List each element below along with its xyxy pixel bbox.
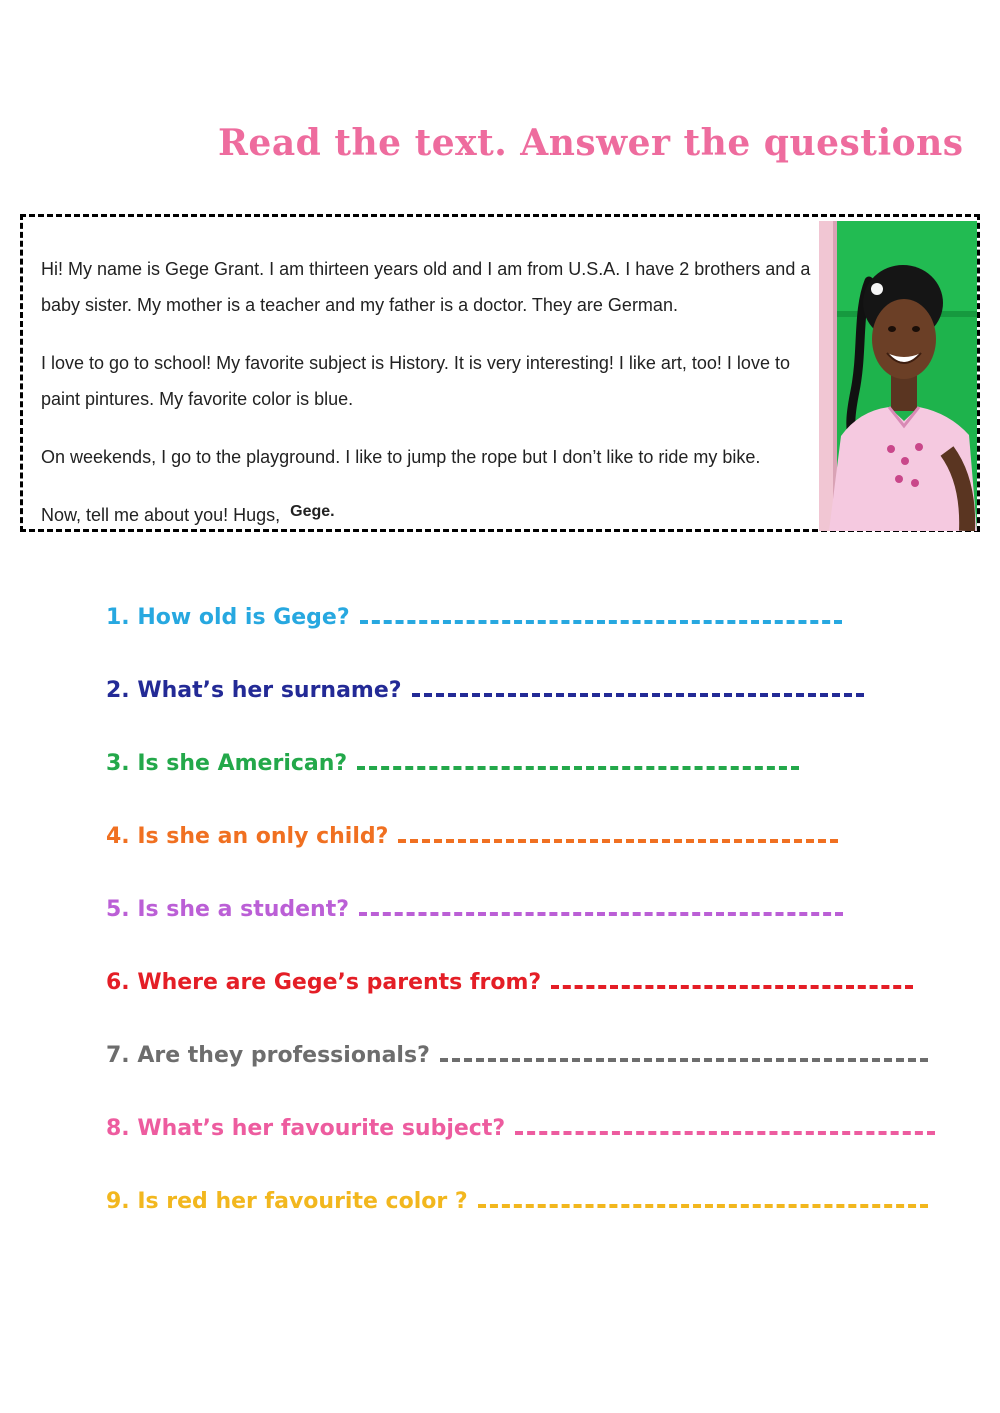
girl-photo-icon bbox=[819, 221, 977, 531]
question-6 bbox=[106, 965, 976, 1001]
answer-line-9[interactable] bbox=[478, 1186, 928, 1208]
worksheet-title: Read the text. Answer the questions bbox=[218, 122, 964, 164]
question-5 bbox=[106, 892, 976, 928]
question-1-text: 1. How old is Gege? bbox=[106, 605, 350, 630]
reading-text-box bbox=[20, 214, 980, 532]
question-2-text: 2. What’s her surname? bbox=[106, 678, 402, 703]
question-5-text: 5. Is she a student? bbox=[106, 897, 349, 922]
question-3-text: 3. Is she American? bbox=[106, 751, 348, 776]
letter-closing bbox=[41, 497, 821, 535]
question-9 bbox=[106, 1184, 976, 1220]
answer-line-1[interactable] bbox=[360, 602, 842, 624]
question-1 bbox=[106, 600, 976, 636]
answer-line-4[interactable] bbox=[398, 821, 838, 843]
question-8-text: 8. What’s her favourite subject? bbox=[106, 1116, 506, 1141]
question-7 bbox=[106, 1038, 976, 1074]
answer-line-2[interactable] bbox=[412, 675, 864, 697]
question-9-text: 9. Is red her favourite color ? bbox=[106, 1189, 468, 1214]
answer-line-7[interactable] bbox=[440, 1040, 928, 1062]
letter-paragraph-3: On weekends, I go to the playground. I like to jump the rope but I don’t like to ride my bike. bbox=[41, 447, 761, 467]
letter-sign-off: Now, tell me about you! Hugs, bbox=[41, 505, 281, 525]
girl-photo bbox=[819, 221, 977, 531]
letter-text bbox=[41, 251, 821, 535]
question-4-text: 4. Is she an only child? bbox=[106, 824, 389, 849]
question-4 bbox=[106, 819, 976, 855]
question-3 bbox=[106, 746, 976, 782]
question-2 bbox=[106, 673, 976, 709]
answer-line-3[interactable] bbox=[357, 748, 799, 770]
question-8 bbox=[106, 1111, 976, 1147]
letter-signature: Gege. bbox=[290, 503, 335, 520]
letter-paragraph-1: Hi! My name is Gege Grant. I am thirteen years old and I am from U.S.A. I have 2 brothers and a baby sister. My mother is a teacher and my father is a doctor. They are German. bbox=[41, 259, 811, 315]
answer-line-6[interactable] bbox=[551, 967, 913, 989]
question-7-text: 7. Are they professionals? bbox=[106, 1043, 430, 1068]
question-6-text: 6. Where are Gege’s parents from? bbox=[106, 970, 542, 995]
answer-line-8[interactable] bbox=[515, 1113, 935, 1135]
letter-paragraph-2: I love to go to school! My favorite subject is History. It is very interesting! I like art, too! I love to paint pintures. My favorite color is blue. bbox=[41, 353, 790, 409]
answer-line-5[interactable] bbox=[359, 894, 843, 916]
questions-list bbox=[106, 600, 976, 1257]
